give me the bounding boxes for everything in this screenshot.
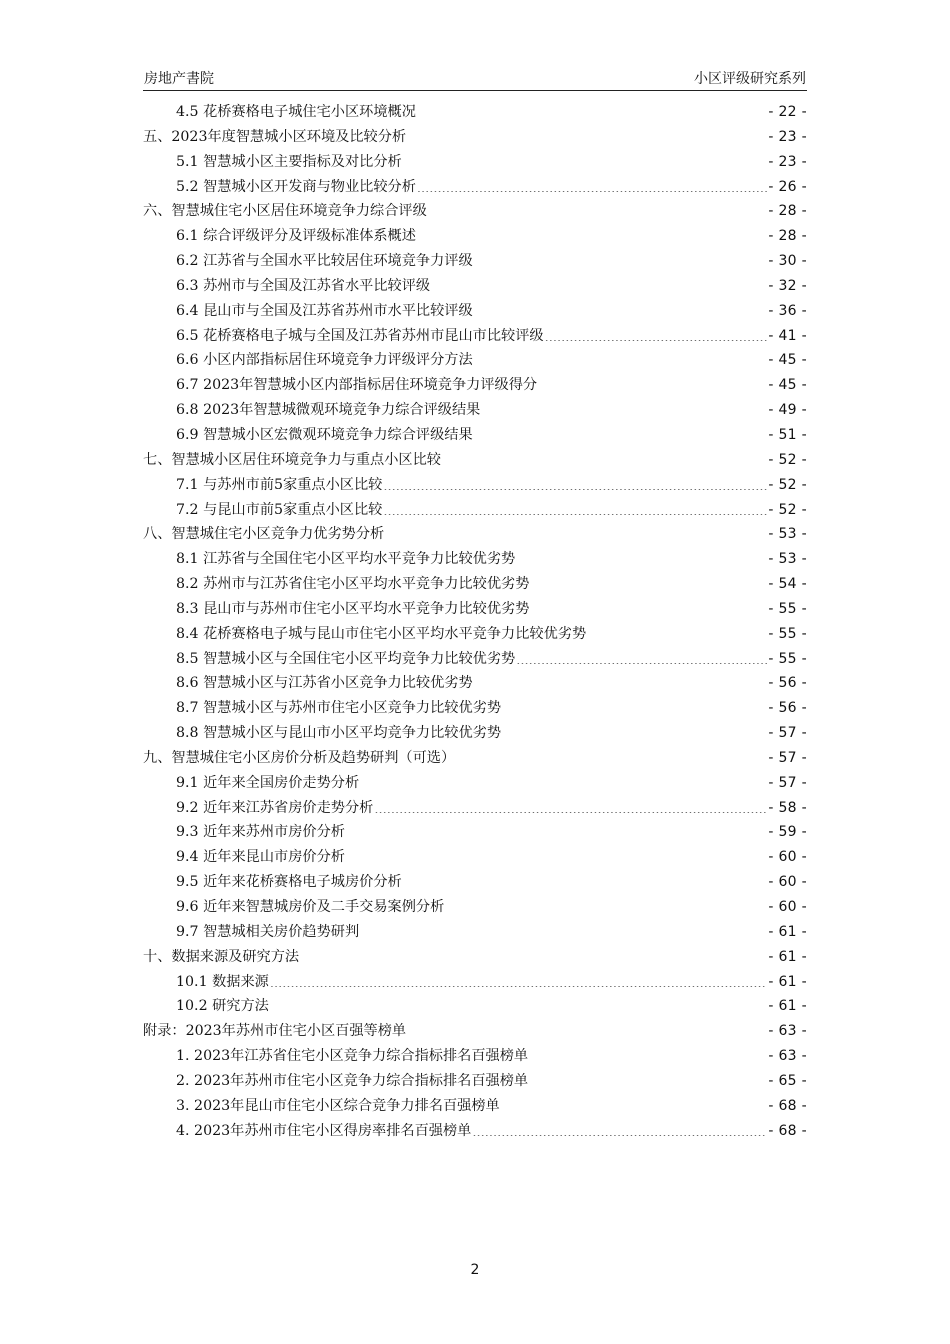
toc-dot-leader	[374, 798, 767, 812]
toc-entry-title: 6.2 江苏省与全国水平比较居住环境竞争力评级	[176, 253, 473, 270]
toc-section-entry[interactable]	[143, 845, 807, 870]
toc-entry-title: 九、智慧城住宅小区房价分析及趋势研判（可选）	[143, 749, 456, 766]
toc-entry-page: - 52 -	[768, 501, 807, 518]
toc-entry-page: - 52 -	[768, 451, 807, 468]
toc-entry-title: 8.5 智慧城小区与全国住宅小区平均竞争力比较优劣势	[176, 650, 516, 667]
toc-dot-leader	[360, 774, 767, 788]
toc-entry-page: - 61 -	[768, 948, 807, 965]
toc-entry-title: 2. 2023年苏州市住宅小区竞争力综合指标排名百强榜单	[176, 1072, 529, 1089]
toc-dot-leader	[417, 227, 767, 241]
toc-dot-leader	[300, 948, 767, 962]
toc-entry-title: 7.1 与苏州市前5家重点小区比较	[176, 476, 383, 493]
toc-chapter-entry[interactable]	[143, 125, 807, 150]
toc-section-entry[interactable]	[143, 920, 807, 945]
toc-dot-leader	[474, 426, 768, 440]
toc-section-entry[interactable]	[143, 175, 807, 200]
toc-dot-leader	[407, 1022, 767, 1036]
toc-section-entry[interactable]	[143, 1094, 807, 1119]
toc-entry-title: 9.1 近年来全国房价走势分析	[176, 774, 360, 791]
toc-dot-leader	[501, 1097, 768, 1111]
toc-entry-page: - 58 -	[768, 799, 807, 816]
toc-dot-leader	[516, 649, 767, 663]
header-series-title: 小区评级研究系列	[694, 71, 806, 87]
toc-dot-leader	[360, 923, 767, 937]
toc-dot-leader	[502, 724, 767, 738]
toc-section-entry[interactable]	[143, 324, 807, 349]
toc-entry-title: 6.1 综合评级评分及评级标准体系概述	[176, 228, 416, 245]
toc-dot-leader	[417, 103, 767, 117]
toc-entry-page: - 61 -	[768, 998, 807, 1015]
toc-dot-leader	[530, 575, 767, 589]
toc-chapter-entry[interactable]	[143, 522, 807, 547]
toc-entry-title: 六、智慧城住宅小区居住环境竞争力综合评级	[143, 203, 427, 220]
toc-section-entry[interactable]	[143, 572, 807, 597]
toc-entry-title: 5.2 智慧城小区开发商与物业比较分析	[176, 178, 416, 195]
toc-entry-title: 附录：2023年苏州市住宅小区百强等榜单	[143, 1023, 407, 1040]
toc-entry-page: - 63 -	[768, 1023, 807, 1040]
toc-dot-leader	[417, 177, 767, 191]
toc-entry-title: 五、2023年度智慧城小区环境及比较分析	[143, 128, 407, 145]
toc-entry-page: - 41 -	[768, 327, 807, 344]
toc-entry-title: 8.6 智慧城小区与江苏省小区竞争力比较优劣势	[176, 675, 473, 692]
toc-entry-page: - 36 -	[768, 302, 807, 319]
toc-dot-leader	[346, 823, 767, 837]
toc-entry-page: - 56 -	[768, 700, 807, 717]
toc-entry-title: 8.4 花桥赛格电子城与昆山市住宅小区平均水平竞争力比较优劣势	[176, 625, 587, 642]
toc-dot-leader	[442, 451, 767, 465]
toc-entry-title: 9.6 近年来智慧城房价及二手交易案例分析	[176, 899, 445, 915]
toc-entry-title: 8.3 昆山市与苏州市住宅小区平均水平竞争力比较优劣势	[176, 600, 530, 617]
toc-dot-leader	[529, 1072, 767, 1086]
toc-section-entry[interactable]	[143, 373, 807, 398]
toc-section-entry[interactable]	[143, 274, 807, 299]
toc-section-entry[interactable]	[143, 796, 807, 821]
toc-dot-leader	[474, 252, 768, 266]
toc-entry-page: - 55 -	[768, 625, 807, 642]
toc-entry-title: 1. 2023年江苏省住宅小区竞争力综合指标排名百强榜单	[176, 1048, 529, 1065]
toc-section-entry[interactable]	[143, 299, 807, 324]
toc-dot-leader	[428, 202, 768, 216]
toc-entry-page: - 23 -	[768, 128, 807, 145]
toc-entry-title: 8.7 智慧城小区与苏州市住宅小区竞争力比较优劣势	[176, 700, 502, 717]
toc-entry-title: 七、智慧城小区居住环境竞争力与重点小区比较	[143, 451, 441, 468]
toc-entry-page: - 49 -	[768, 402, 807, 419]
toc-dot-leader	[529, 1047, 767, 1061]
toc-section-entry[interactable]	[143, 473, 807, 498]
toc-dot-leader	[516, 550, 767, 564]
table-of-contents	[143, 100, 807, 1143]
toc-dot-leader	[407, 128, 767, 142]
toc-section-entry[interactable]	[143, 820, 807, 845]
toc-section-entry[interactable]	[143, 224, 807, 249]
toc-dot-leader	[456, 749, 767, 763]
toc-entry-title: 9.4 近年来昆山市房价分析	[176, 849, 345, 866]
toc-entry-page: - 60 -	[768, 899, 807, 915]
toc-dot-leader	[587, 625, 767, 639]
toc-entry-title: 9.5 近年来花桥赛格电子城房价分析	[176, 874, 402, 891]
toc-entry-title: 5.1 智慧城小区主要指标及对比分析	[176, 153, 402, 170]
toc-entry-title: 9.3 近年来苏州市房价分析	[176, 824, 345, 841]
toc-section-entry[interactable]	[143, 771, 807, 796]
toc-section-entry[interactable]	[143, 398, 807, 423]
toc-dot-leader	[474, 674, 768, 688]
toc-dot-leader	[530, 600, 767, 614]
toc-entry-title: 9.7 智慧城相关房价趋势研判	[176, 923, 360, 940]
toc-entry-page: - 22 -	[768, 104, 807, 120]
toc-entry-title: 6.6 小区内部指标居住环境竞争力评级评分方法	[176, 352, 473, 369]
toc-entry-page: - 59 -	[768, 824, 807, 841]
toc-entry-title: 十、数据来源及研究方法	[143, 948, 300, 965]
toc-entry-page: - 61 -	[768, 973, 807, 990]
toc-chapter-entry[interactable]	[143, 199, 807, 224]
toc-dot-leader	[385, 525, 767, 539]
toc-entry-title: 3. 2023年昆山市住宅小区综合竞争力排名百强榜单	[176, 1097, 500, 1114]
toc-entry-page: - 53 -	[768, 551, 807, 568]
toc-entry-title: 4.5 花桥赛格电子城住宅小区环境概况	[176, 104, 416, 120]
toc-entry-title: 6.5 花桥赛格电子城与全国及江苏省苏州市昆山市比较评级	[176, 327, 544, 344]
toc-section-entry[interactable]	[143, 647, 807, 672]
toc-entry-page: - 26 -	[768, 178, 807, 195]
toc-dot-leader	[502, 699, 767, 713]
toc-entry-page: - 28 -	[768, 203, 807, 220]
toc-entry-page: - 55 -	[768, 650, 807, 667]
toc-entry-title: 6.9 智慧城小区宏微观环境竞争力综合评级结果	[176, 426, 473, 443]
toc-section-entry[interactable]	[143, 498, 807, 523]
toc-entry-title: 6.3 苏州市与全国及江苏省水平比较评级	[176, 277, 431, 294]
page-number: 2	[470, 1262, 480, 1278]
toc-section-entry[interactable]	[143, 597, 807, 622]
toc-section-entry[interactable]	[143, 1044, 807, 1069]
toc-section-entry[interactable]	[143, 100, 807, 125]
toc-section-entry[interactable]	[143, 348, 807, 373]
toc-entry-page: - 45 -	[768, 377, 807, 394]
toc-entry-title: 8.1 江苏省与全国住宅小区平均水平竞争力比较优劣势	[176, 551, 516, 568]
toc-entry-page: - 68 -	[768, 1122, 807, 1139]
toc-dot-leader	[383, 475, 767, 489]
toc-entry-title: 八、智慧城住宅小区竞争力优劣势分析	[143, 526, 385, 543]
toc-dot-leader	[346, 848, 767, 862]
toc-entry-page: - 57 -	[768, 725, 807, 742]
toc-entry-page: - 65 -	[768, 1072, 807, 1089]
toc-section-entry[interactable]	[143, 895, 807, 920]
toc-entry-page: - 63 -	[768, 1048, 807, 1065]
toc-section-entry[interactable]	[143, 423, 807, 448]
toc-dot-leader	[270, 972, 768, 986]
toc-entry-page: - 28 -	[768, 228, 807, 245]
toc-entry-page: - 54 -	[768, 576, 807, 593]
toc-entry-page: - 68 -	[768, 1097, 807, 1114]
page-header	[143, 66, 807, 91]
toc-chapter-entry[interactable]	[143, 945, 807, 970]
toc-entry-page: - 55 -	[768, 600, 807, 617]
header-publisher: 房地产書院	[144, 71, 214, 87]
toc-entry-page: - 61 -	[768, 923, 807, 940]
toc-section-entry[interactable]	[143, 671, 807, 696]
toc-entry-page: - 30 -	[768, 253, 807, 270]
toc-section-entry[interactable]	[143, 249, 807, 274]
toc-section-entry[interactable]	[143, 1119, 807, 1144]
toc-entry-title: 7.2 与昆山市前5家重点小区比较	[176, 501, 383, 518]
toc-dot-leader	[472, 1121, 767, 1135]
toc-entry-title: 6.8 2023年智慧城微观环境竞争力综合评级结果	[176, 402, 481, 419]
toc-chapter-entry[interactable]	[143, 746, 807, 771]
toc-entry-title: 8.8 智慧城小区与昆山市小区平均竞争力比较优劣势	[176, 725, 502, 742]
toc-entry-page: - 57 -	[768, 774, 807, 791]
toc-section-entry[interactable]	[143, 696, 807, 721]
toc-dot-leader	[545, 326, 768, 340]
toc-dot-leader	[481, 401, 767, 415]
toc-entry-page: - 52 -	[768, 476, 807, 493]
toc-entry-title: 9.2 近年来江苏省房价走势分析	[176, 799, 374, 816]
toc-dot-leader	[538, 376, 767, 390]
toc-entry-title: 4. 2023年苏州市住宅小区得房率排名百强榜单	[176, 1122, 472, 1139]
toc-entry-page: - 45 -	[768, 352, 807, 369]
toc-section-entry[interactable]	[143, 150, 807, 175]
toc-section-entry[interactable]	[143, 622, 807, 647]
toc-entry-title: 6.7 2023年智慧城小区内部指标居住环境竞争力评级得分	[176, 377, 538, 394]
toc-entry-title: 10.1 数据来源	[176, 973, 269, 990]
toc-entry-page: - 53 -	[768, 526, 807, 543]
toc-entry-page: - 32 -	[768, 277, 807, 294]
toc-entry-title: 10.2 研究方法	[176, 998, 269, 1015]
toc-section-entry[interactable]	[143, 547, 807, 572]
toc-section-entry[interactable]	[143, 721, 807, 746]
toc-entry-page: - 57 -	[768, 749, 807, 766]
toc-dot-leader	[270, 997, 768, 1011]
toc-section-entry[interactable]	[143, 970, 807, 995]
toc-chapter-entry[interactable]	[143, 448, 807, 473]
toc-chapter-entry[interactable]	[143, 1019, 807, 1044]
toc-dot-leader	[383, 500, 767, 514]
toc-entry-page: - 51 -	[768, 426, 807, 443]
toc-dot-leader	[474, 302, 768, 316]
toc-dot-leader	[403, 873, 768, 887]
toc-dot-leader	[431, 277, 767, 291]
toc-entry-page: - 60 -	[768, 874, 807, 891]
toc-entry-page: - 56 -	[768, 675, 807, 692]
toc-entry-title: 8.2 苏州市与江苏省住宅小区平均水平竞争力比较优劣势	[176, 576, 530, 593]
toc-section-entry[interactable]	[143, 994, 807, 1019]
toc-section-entry[interactable]	[143, 1069, 807, 1094]
toc-entry-title: 6.4 昆山市与全国及江苏省苏州市水平比较评级	[176, 302, 473, 319]
toc-dot-leader	[403, 153, 768, 167]
toc-dot-leader	[474, 351, 768, 365]
toc-section-entry[interactable]	[143, 870, 807, 895]
toc-dot-leader	[445, 898, 767, 912]
toc-entry-page: - 23 -	[768, 153, 807, 170]
toc-entry-page: - 60 -	[768, 849, 807, 866]
